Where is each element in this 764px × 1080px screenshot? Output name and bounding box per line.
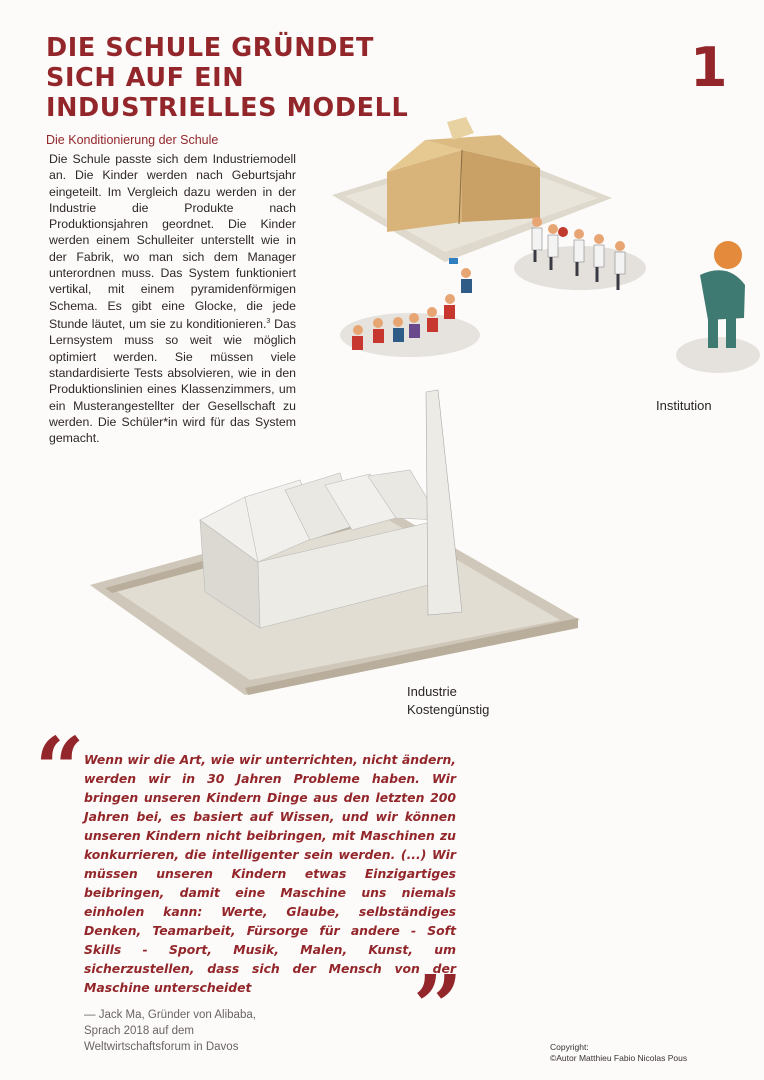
copyright-label: Copyright: <box>550 1042 589 1052</box>
page-number: 1 <box>690 36 728 99</box>
school-illustration <box>332 117 612 262</box>
footnote-ref: 3 <box>266 317 271 325</box>
title-line-1: DIE SCHULE GRÜNDET <box>46 33 375 63</box>
attribution-line-2: Sprach 2018 auf dem <box>84 1025 194 1037</box>
industry-label: Industrie <box>407 684 457 699</box>
quote-close-mark: ” <box>413 957 463 1058</box>
attribution-line-1: — Jack Ma, Gründer von Alibaba, <box>84 1009 256 1021</box>
copyright-author: ©Autor Matthieu Fabio Nicolas Pous <box>550 1053 688 1063</box>
factory-illustration <box>90 390 580 695</box>
attribution-line-3: Weltwirtschaftsforum in Davos <box>84 1041 239 1053</box>
title-line-3: INDUSTRIELLES MODELL <box>46 93 409 123</box>
quote-open-mark: “ <box>35 719 85 820</box>
title-line-2: SICH AUF EIN <box>46 63 245 93</box>
quote-attribution <box>84 1007 334 1055</box>
copyright <box>550 1042 687 1064</box>
body-text-part-2: Das Lernsystem muss so weit wie möglich optimiert werden. Sie müssen viele standardisierte Tests absolvieren, wie in den Produktionslinien eines Klassenzimmers, um ein Musterangestellter der Gesellschaft zu werden. Die Schüler*in wird für das System gemacht. <box>49 317 296 446</box>
staff-group-illustration <box>514 217 646 290</box>
institution-figure-illustration <box>676 241 760 373</box>
institution-label: Institution <box>656 398 712 413</box>
quote-text: Wenn wir die Art, wie wir unterrichten, nicht ändern, werden wir in 30 Jahren Probleme haben. Wir bringen unseren Kindern Dinge aus den letzten 200 Jahren bei, es basiert auf Wissen, und wir können unseren Kindern nicht beibringen, mit Maschinen zu konkurrieren, die intelligenter sein werden. (...) Wir müssen unseren Kindern etwas Einzigartiges beibringen, damit eine Maschine uns niemals einholen kann: Werte, Glaube, selbständiges Denken, Teamarbeit, Fürsorge für andere - Soft Skills - Sport, Musik, Malen, Kunst, um sicherzustellen, dass sich der Mensch von der Maschine unterscheidet <box>84 752 456 995</box>
children-group-illustration <box>340 258 480 357</box>
industry-sublabel: Kostengünstig <box>407 702 490 717</box>
body-text-part-1: Die Schule passte sich dem Industriemodell an. Die Kinder werden nach Geburtsjahr eingeteilt. Im Vergleich dazu werden in der Industrie die Produkte nach Produktionsjahren geordnet. Die Kinder werden einem Schulleiter unterstellt wie in der Fabrik, wo man sich dem Manager unterordnen muss. Das System funktioniert vertikal, mit einem pyramidenförmigen Schema. Es gibt eine Glocke, die jede Stunde läutet, um sie zu konditionieren. <box>49 152 296 332</box>
section-subtitle: Die Konditionierung der Schule <box>46 133 219 147</box>
